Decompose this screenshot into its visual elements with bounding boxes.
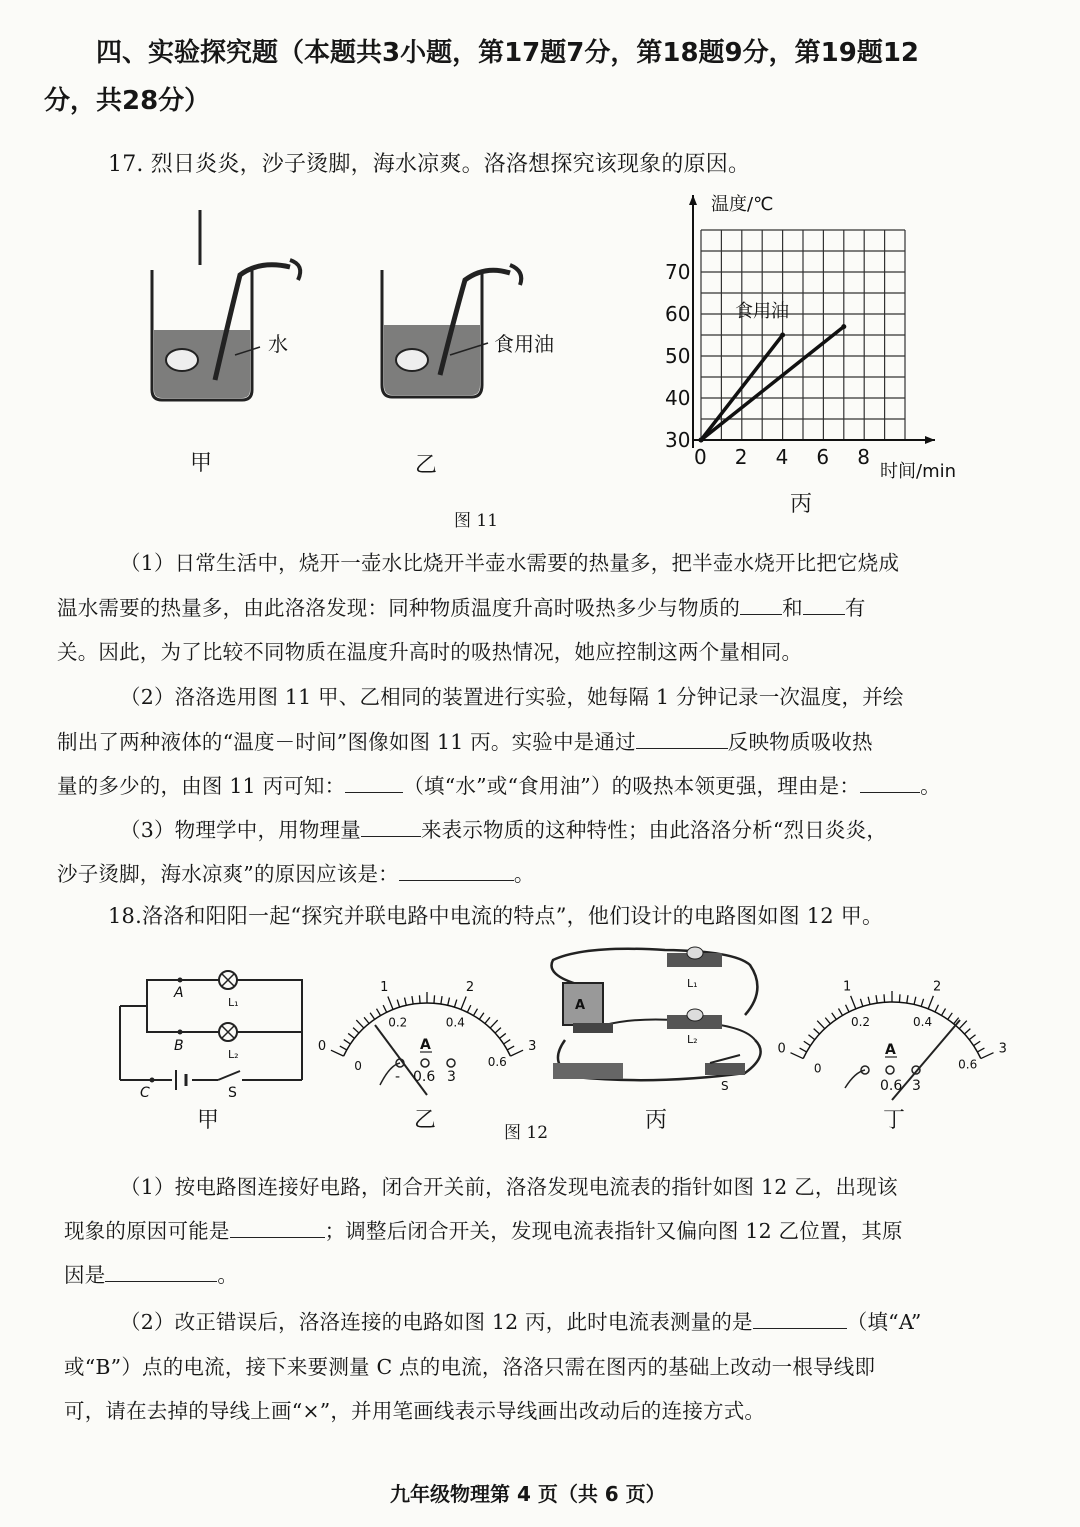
scale-tick (964, 1029, 970, 1034)
scale-tick (817, 1021, 825, 1029)
blank-17-1b[interactable] (803, 596, 845, 615)
series-line (701, 327, 844, 440)
meter-unit: A (420, 1037, 431, 1053)
data-point (699, 438, 704, 443)
scale-tick (790, 1053, 803, 1059)
battery-box (553, 1063, 623, 1079)
chart-series-label-oil: 食用油 (735, 301, 789, 322)
scale-label-inner: 0.4 (445, 1015, 465, 1030)
blank-18-1a[interactable] (230, 1219, 325, 1238)
q17-p1-line1: （1）日常生活中，烧开一壶水比烧开半壶水需要的热量多，把半壶水烧开比把它烧成 (120, 551, 900, 575)
scale-tick (814, 1029, 820, 1034)
scale-tick (344, 1040, 351, 1044)
blank-17-2b[interactable] (345, 774, 403, 793)
scale-tick (804, 1041, 811, 1045)
q17-p2-line3: 量的多少的，由图 11 丙可知： （填“水”或“食用油”）的吸热本领更强，理由是： 。 (57, 774, 941, 798)
q18-p1-line1: （1）按电路图连接好电路，闭合开关前，洛洛发现电流表的指针如图 12 乙，出现该 (120, 1175, 898, 1199)
scale-label-outer: 2 (465, 980, 475, 996)
scale-tick (884, 994, 885, 1002)
scale-tick (959, 1021, 967, 1029)
scale-tick (454, 1000, 456, 1008)
fig11-cap-jia: 甲 (190, 451, 213, 476)
y-tick-label: 40 (665, 386, 691, 410)
scale-label-outer: 3 (998, 1041, 1007, 1057)
blank-18-1b[interactable] (105, 1263, 217, 1282)
scale-label-outer: 1 (842, 979, 852, 995)
scale-tick (441, 996, 442, 1004)
scale-tick (364, 1017, 369, 1023)
lamp2-label: L₂ (228, 1048, 239, 1061)
q17-p1-line3: 关。因此，为了比较不同物质在温度升高时的吸热情况，她应控制这两个量相同。 (57, 640, 803, 664)
y-tick-label: 60 (665, 302, 691, 326)
scale-tick (434, 995, 435, 1003)
scale-tick (405, 998, 407, 1006)
scale-tick (397, 1000, 399, 1008)
q17-p3-line1: （3）物理学中，用物理量 来表示物质的这种特性；由此洛洛分析“烈日炎炎， (120, 818, 888, 842)
y-tick-label: 50 (665, 344, 691, 368)
scale-tick (499, 1033, 505, 1038)
x-tick-label: 6 (816, 445, 830, 469)
fig12-cap-ding: 丁 (883, 1108, 906, 1133)
svg-text:S: S (721, 1079, 729, 1093)
scale-tick (838, 1009, 842, 1016)
q17-p3-line2: 沙子烫脚，海水凉爽”的原因应该是： 。 (57, 862, 535, 886)
scale-tick (935, 1005, 939, 1012)
scale-tick (495, 1028, 501, 1033)
fig11-cap-bing: 丙 (790, 492, 813, 517)
scale-tick (383, 1005, 387, 1012)
fig11-caption: 图 11 (454, 511, 499, 531)
x-tick-label: 8 (857, 445, 870, 469)
lamp1-label: L₁ (228, 996, 239, 1009)
data-point (780, 333, 785, 338)
blank-17-1a[interactable] (740, 596, 782, 615)
scale-tick (370, 1013, 375, 1020)
scale-tick (941, 1009, 945, 1016)
scale-tick (876, 995, 877, 1003)
q18-p2-line1: （2）改正错误后，洛洛连接的电路如图 12 丙，此时电流表测量的是 （填“A” (120, 1310, 922, 1334)
scale-tick (825, 1018, 830, 1024)
scale-tick (485, 1017, 490, 1023)
scale-tick (331, 1050, 344, 1056)
section-title: 四、实验探究题（本题共3小题，第17题7分，第18题9分，第19题12 (96, 38, 919, 68)
scale-tick (348, 1033, 354, 1038)
blank-17-2c[interactable] (860, 774, 920, 793)
scale-tick (899, 994, 900, 1002)
label-water: 水 (268, 332, 288, 356)
scale-tick (448, 998, 450, 1006)
q17-p2-line2: 制出了两种液体的“温度－时间”图像如图 11 丙。实验中是通过 反映物质吸收热 (57, 730, 873, 754)
svg-text:A: A (575, 998, 586, 1013)
heater-coil (396, 349, 428, 371)
scale-label-inner-zero: 0 (354, 1059, 362, 1074)
label-oil: 食用油 (494, 332, 554, 356)
scale-tick (353, 1028, 359, 1033)
scale-tick (467, 1005, 471, 1012)
scale-tick (473, 1009, 477, 1016)
svg-text:L₂: L₂ (687, 1033, 698, 1046)
q18-p1-line2: 现象的原因可能是 ；调整后闭合开关，发现电流表指针又偏向图 12 乙位置，其原 (64, 1219, 903, 1243)
scale-label-outer: 0 (317, 1038, 327, 1054)
scale-tick (340, 1046, 347, 1050)
fig12-physical-circuit (545, 945, 770, 1093)
scale-tick (948, 1013, 953, 1020)
q18-stem: 18.洛洛和阳阳一起“探究并联电路中电流的特点”，他们设计的电路图如图 12 甲。 (108, 904, 884, 928)
scale-tick (419, 995, 420, 1003)
terminal-3: 3 (447, 1069, 456, 1085)
svg-text:L₁: L₁ (687, 977, 698, 990)
fig11-beaker-oil (370, 225, 570, 425)
x-tick-label: 2 (734, 445, 748, 469)
y-tick-label: 70 (665, 260, 691, 284)
terminal-neg: - (395, 1069, 401, 1085)
fig12-cap-jia: 甲 (197, 1108, 220, 1133)
scale-tick (921, 999, 923, 1007)
chart-grid (701, 230, 905, 440)
q17-p2-line1: （2）洛洛选用图 11 甲、乙相同的装置进行实验，她每隔 1 分钟记录一次温度，并绘 (120, 685, 904, 709)
scale-label-inner: 0.2 (850, 1014, 871, 1029)
node-c: C (140, 1085, 150, 1101)
scale-tick (507, 1046, 514, 1050)
scale-tick (800, 1048, 807, 1052)
svg-text:3: 3 (912, 1078, 921, 1094)
scale-tick (510, 1050, 523, 1056)
scale-tick (914, 997, 916, 1005)
scale-tick (969, 1035, 975, 1040)
scale-tick (846, 1005, 850, 1012)
fig12-ammeter-ding (777, 960, 1007, 1100)
scale-tick (808, 1035, 814, 1040)
fig11-chart (655, 185, 975, 485)
scale-tick (974, 1041, 981, 1045)
switch-label: S (228, 1085, 237, 1101)
fig12-ammeter-yi (317, 955, 537, 1095)
scale-label-outer: 2 (933, 979, 942, 995)
scale-label-inner: 0.6 (958, 1057, 978, 1072)
q17-p1-line2: 温水需要的热量多，由此洛洛发现：同种物质温度升高时吸热多少与物质的 和 有 (57, 596, 866, 620)
blank-17-3a[interactable] (361, 818, 421, 837)
x-axis-arrow (925, 436, 935, 444)
fig12-cap-yi: 乙 (414, 1108, 437, 1133)
q18-p2-line3: 可，请在去掉的导线上画“×”，并用笔画线表示导线画出改动后的连接方式。 (64, 1399, 766, 1423)
scale-tick (832, 1013, 837, 1020)
chart-xlabel: 时间/min (880, 461, 957, 482)
scale-tick (490, 1020, 498, 1028)
q18-p2-line2: 或“B”）点的电流，接下来要测量 C 点的电流，洛洛只需在图丙的基础上改动一根导线即 (64, 1355, 876, 1379)
fig12-cap-bing: 丙 (645, 1108, 668, 1133)
fig12-circuit-diagram (110, 965, 320, 1101)
fig11-cap-yi: 乙 (415, 453, 438, 478)
scale-label-inner-zero: 0 (813, 1061, 822, 1076)
x-tick-label: 0 (694, 445, 707, 469)
scale-tick (461, 996, 466, 1009)
blank-17-2a[interactable] (636, 730, 728, 749)
scale-tick (412, 996, 413, 1004)
scale-label-outer: 1 (380, 980, 389, 996)
node-b: B (174, 1038, 184, 1054)
q17-stem: 17. 烈日炎炎，沙子烫脚，海水凉爽。洛洛想探究该现象的原因。 (108, 152, 751, 177)
scale-label-inner: 0.2 (388, 1015, 408, 1030)
scale-label-inner: 0.4 (913, 1014, 933, 1029)
section-title-cont: 分，共28分） (44, 86, 211, 116)
scale-tick (907, 995, 908, 1003)
scale-tick (928, 996, 933, 1009)
scale-tick (977, 1048, 984, 1052)
y-tick-label: 30 (665, 428, 691, 452)
heater-coil (166, 349, 198, 371)
scale-tick (388, 996, 393, 1009)
blank-18-2a[interactable] (753, 1310, 847, 1329)
chart-ylabel: 温度/℃ (711, 194, 774, 215)
scale-tick (504, 1040, 511, 1044)
scale-tick (851, 996, 856, 1009)
fig11-beaker-water (140, 205, 340, 425)
data-point (841, 324, 846, 329)
scale-tick (860, 999, 862, 1007)
y-axis-arrow (689, 195, 697, 205)
x-tick-label: 4 (775, 445, 789, 469)
scale-tick (479, 1013, 484, 1020)
scale-label-inner: 0.6 (487, 1055, 507, 1070)
scale-tick (868, 997, 870, 1005)
scale-tick (376, 1009, 380, 1016)
scale-label-outer: 3 (528, 1038, 537, 1054)
terminal-06: 0.6 (413, 1069, 436, 1085)
switch-base (705, 1063, 745, 1075)
blank-17-3b[interactable] (399, 862, 514, 881)
fig12-caption: 图 12 (504, 1123, 549, 1143)
scale-tick (356, 1020, 364, 1028)
node-a: A (174, 985, 184, 1001)
scale-label-outer: 0 (777, 1041, 786, 1057)
scale-tick (981, 1053, 994, 1059)
svg-text:0.6: 0.6 (880, 1078, 903, 1094)
svg-text:A: A (885, 1042, 896, 1058)
q18-p1-line3: 因是 。 (64, 1263, 239, 1287)
page-footer: 九年级物理第 4 页（共 6 页） (390, 1482, 666, 1506)
